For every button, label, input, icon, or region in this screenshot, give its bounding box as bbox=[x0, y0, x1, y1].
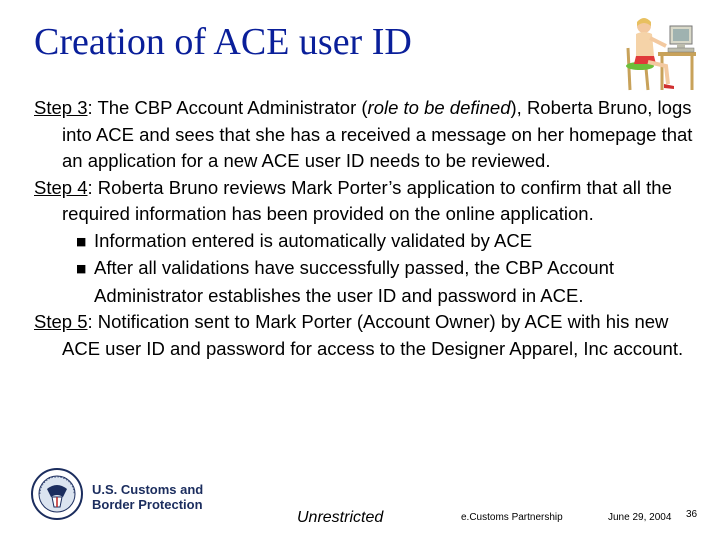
step-5-label: Step 5 bbox=[34, 311, 88, 332]
bullet-text: After all validations have successfully passed, the CBP Account Administrator establishes the user ID and password in ACE. bbox=[94, 257, 614, 306]
slide-title: Creation of ACE user ID bbox=[34, 21, 412, 63]
bullet-item bbox=[34, 228, 704, 256]
logo-line-1: U.S. Customs and bbox=[92, 482, 204, 497]
step-3-label: Step 3 bbox=[34, 97, 88, 118]
dhs-seal-icon bbox=[30, 467, 84, 521]
step-4-text: : Roberta Bruno reviews Mark Porter’s application to confirm that all the required information has been provided on the online application. bbox=[62, 176, 672, 224]
step-5-text: : Notification sent to Mark Porter (Account Owner) by ACE with his new ACE user ID and password for access to the Designer Apparel, Inc account. bbox=[62, 311, 684, 359]
bullet-text: Information entered is automatically validated by ACE bbox=[94, 229, 533, 251]
step-4-label: Step 4 bbox=[34, 176, 88, 198]
step-4-paragraph bbox=[34, 175, 704, 228]
cbp-logo bbox=[30, 467, 210, 522]
bullet-square-icon: ■ bbox=[76, 234, 87, 248]
logo-wordmark bbox=[92, 482, 203, 512]
step-3-text-before: : The CBP Account Administrator ( bbox=[87, 97, 368, 118]
step-3-text-after: ), Roberta Bruno, logs into ACE and sees that she has a received a message on her homepage that an application for a new ACE user ID needs to be reviewed. bbox=[62, 97, 693, 171]
page-number: 36 bbox=[686, 509, 698, 520]
person-at-computer-clipart bbox=[622, 12, 698, 92]
bullet-square-icon: ■ bbox=[76, 262, 87, 275]
classification-label: Unrestricted bbox=[297, 509, 384, 526]
date-label: June 29, 2004 bbox=[608, 512, 672, 523]
step-5-paragraph bbox=[34, 309, 704, 362]
partnership-label: e.Customs Partnership bbox=[461, 512, 563, 523]
step-3-paragraph bbox=[34, 95, 704, 175]
bullet-item bbox=[34, 255, 704, 309]
step-3-italic: role to be defined bbox=[367, 97, 511, 118]
logo-line-2: Border Protection bbox=[92, 497, 203, 512]
slide-body bbox=[34, 95, 704, 362]
